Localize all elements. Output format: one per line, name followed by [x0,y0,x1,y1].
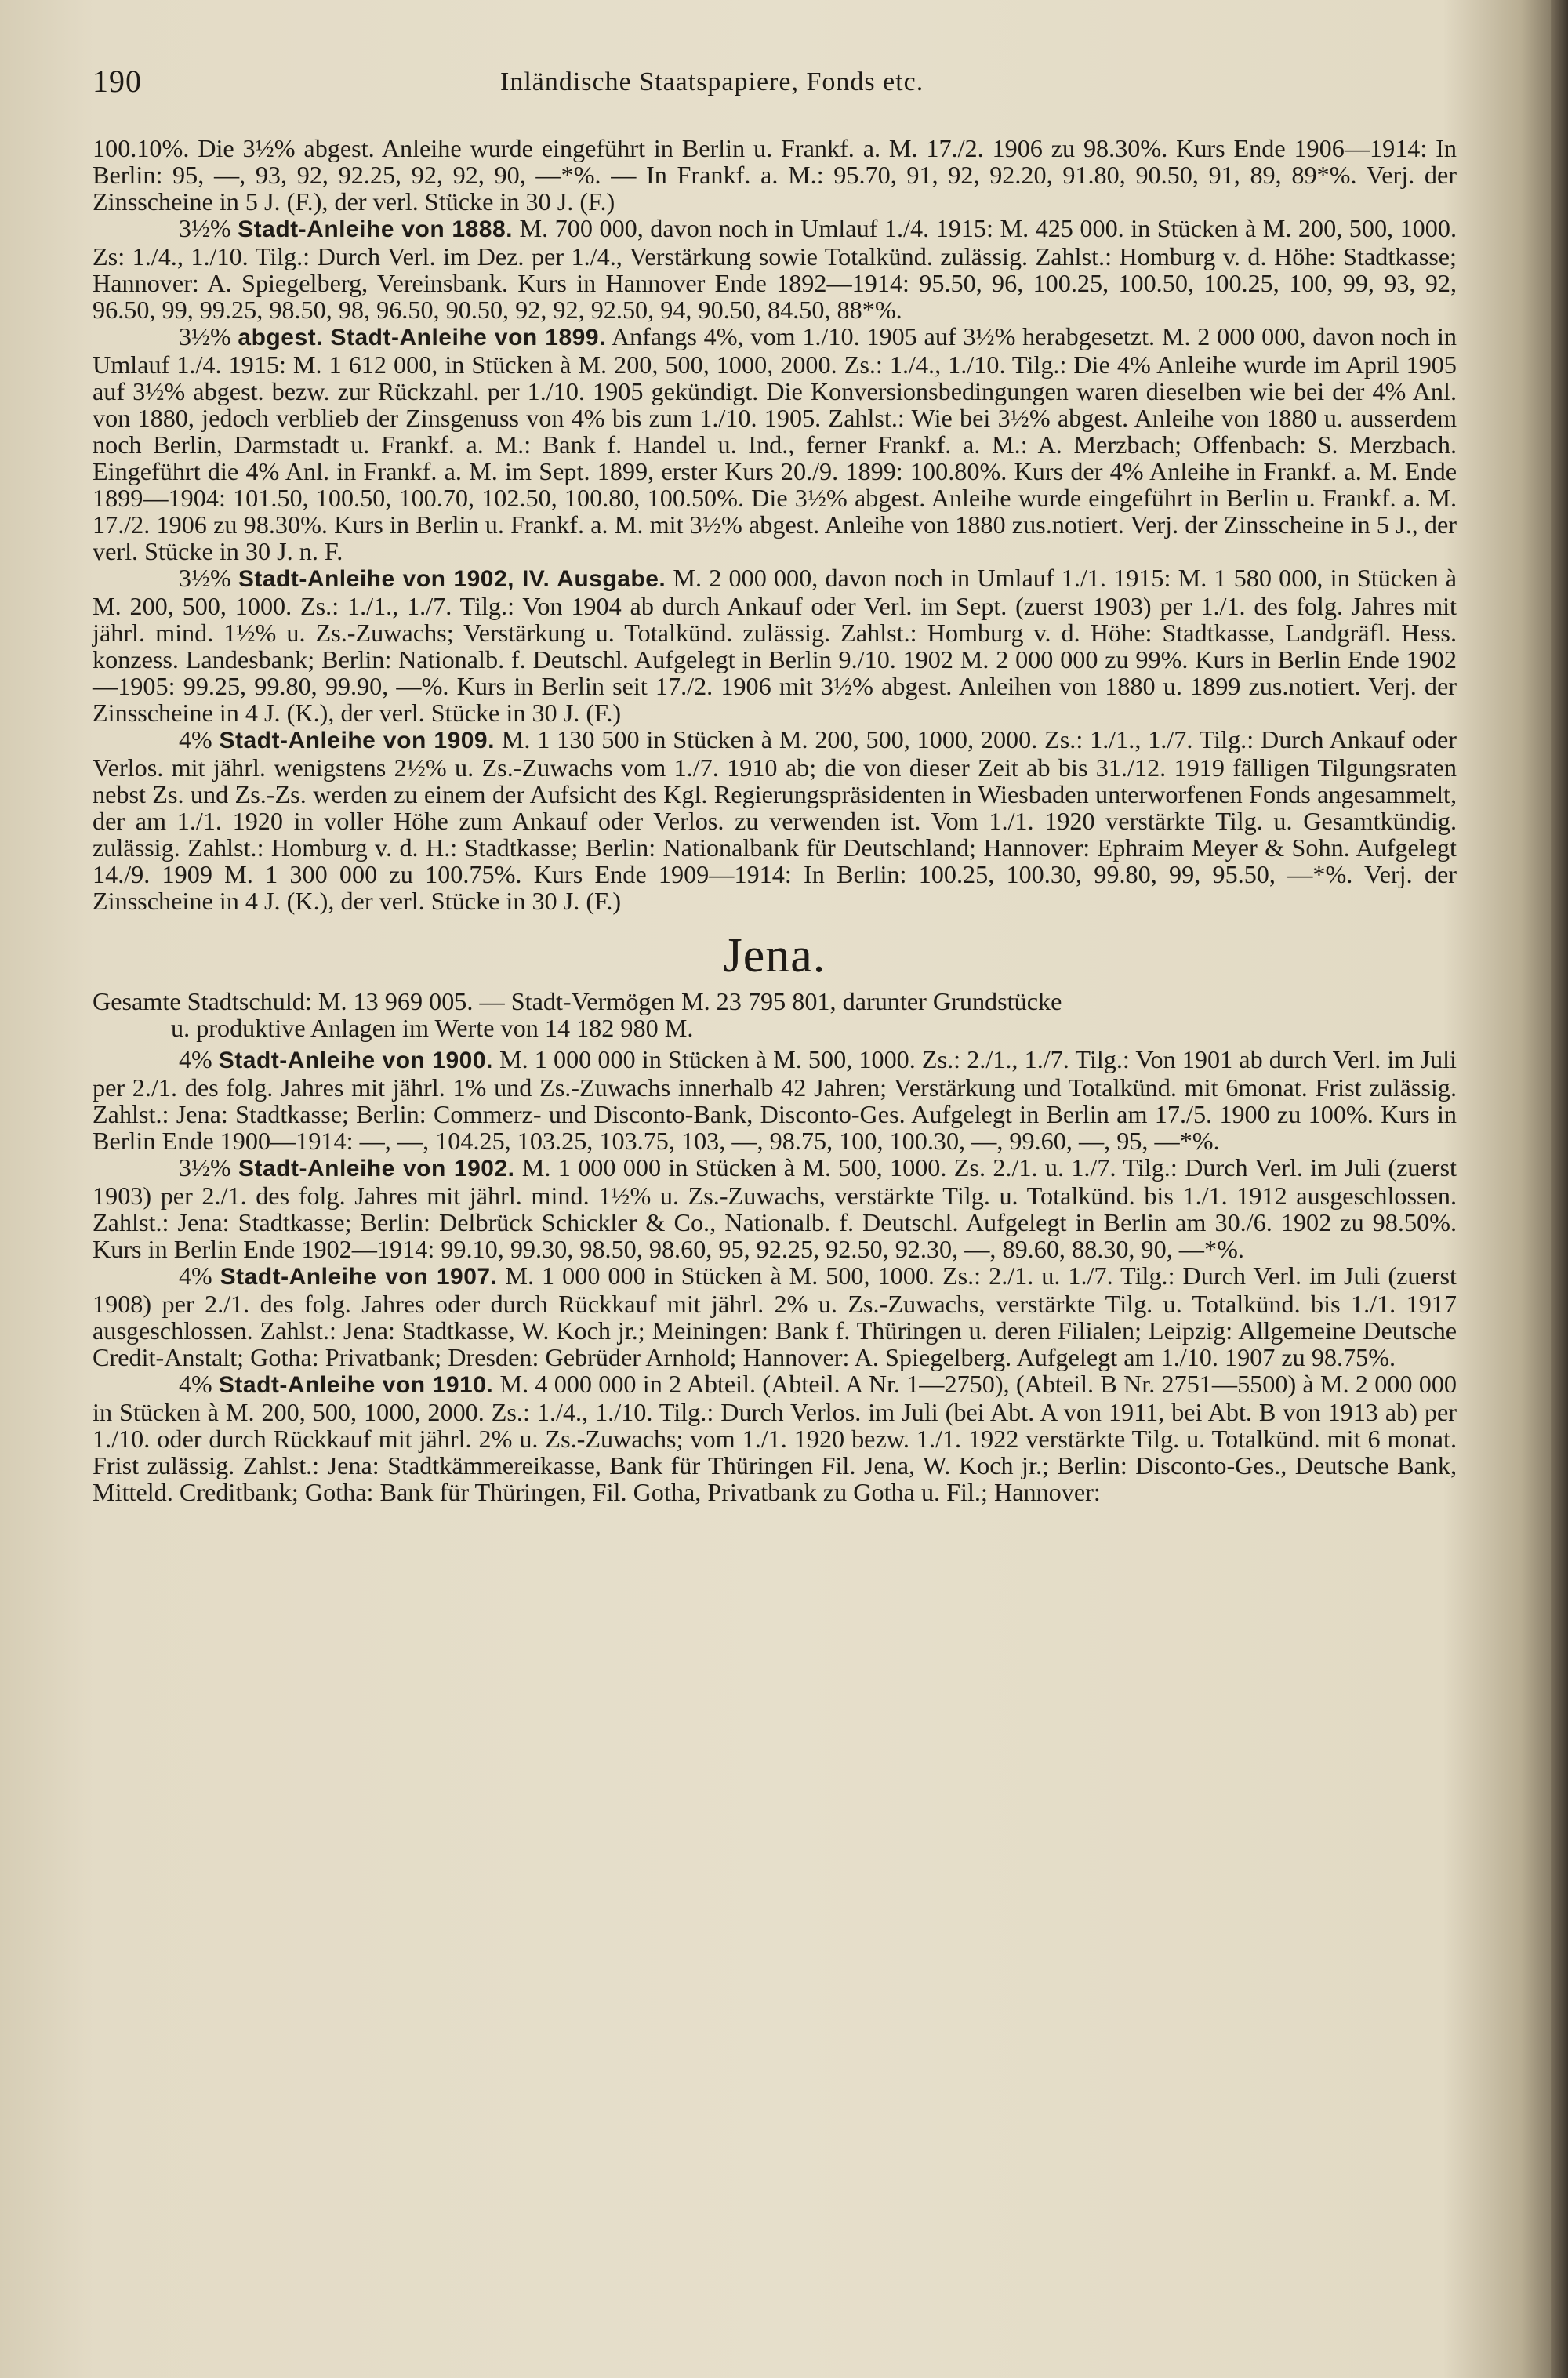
entry-text: M. 2 000 000, davon noch in Umlauf 1./1. 1915: M. 1 580 000, in Stücken à M. 200, 500, 1000. Zs.: 1./1., 1./7. Tilg.: Von 1904 ab durch Ankauf oder Verl. im Sept. (zuerst 1903) per 1./1. des folg. Jahres mit jährl. mind. 1½% u. Zs.-Zuwachs; Verstärkung u. Totalkünd. zulässig. Zahlst.: Homburg v. d. Höhe: Stadtkasse, Landgräfl. Hess. konzess. Landesbank; Berlin: Nationalb. f. Deutschl. Aufgelegt in Berlin 9./10. 1902 M. 2 000 000 zu 99%. Kurs in Berlin Ende 1902—1905: 99.25, 99.80, 99.90, —%. Kurs in Berlin seit 17./2. 1906 mit 3½% abgest. Anleihen von 1880 u. 1899 zus.notiert. Verj. der Zinsscheine in 4 J. (K.), der verl. Stücke in 30 J. (F.) [93,564,1457,727]
entry-heading: Stadt-Anleihe von 1907. [220,1264,498,1290]
section-summary-line-2: u. produktive Anlagen im Werte von 14 182 980 M. [171,1014,694,1042]
entry-text: M. 1 130 500 in Stücken à M. 200, 500, 1000, 2000. Zs.: 1./1., 1./7. Tilg.: Durch Ankauf oder Verlos. mit jährl. wenigstens 2½% u. Zs.-Zuwachs vom 1./7. 1910 ab; die von dieser Zeit ab bis 31./12. 1919 fälligen Tilgungsraten nebst Zs. und Zs.-Zs. werden zu einem der Aufsicht des Kgl. Regierungspräsidenten in Wiesbaden unterworfenen Fonds angesammelt, der am 1./1. 1920 in voller Höhe zum Ankauf oder Verlos. zu verwenden ist. Vom 1./1. 1920 verstärkte Tilg. u. Gesamtkündig. zulässig. Zahlst.: Homburg v. d. H.: Stadtkasse; Berlin: Nationalbank für Deutschland; Hannover: Ephraim Meyer & Sohn. Aufgelegt 14./9. 1909 M. 1 300 000 zu 100.75%. Kurs Ende 1909—1914: In Berlin: 100.25, 100.30, 99.80, 99, 95.50, —*%. Verj. der Zinsscheine in 4 J. (K.), der verl. Stücke in 30 J. (F.) [93,725,1457,915]
entry-rate: 4% [179,725,212,753]
entry-heading: Stadt-Anleihe von 1909. [219,728,495,753]
entry-paragraph [93,215,1457,323]
entry-rate: 4% [179,1045,212,1073]
entry-paragraph [93,1046,1457,1154]
entry-heading: Stadt-Anleihe von 1900. [218,1047,493,1073]
entry-text: M. 1 000 000 in Stücken à M. 500, 1000. Zs. 2./1. u. 1./7. Tilg.: Durch Verl. im Juli (zuerst 1903) per 2./1. des folg. Jahres mit jährl. mind. 1½% u. Zs.-Zuwachs, verstärkte Tilg. u. Totalkünd. bis 1./1. 1912 ausgeschlossen. Zahlst.: Jena: Stadtkasse; Berlin: Delbrück Schickler & Co., Nationalb. f. Deutschl. Aufgelegt in Berlin am 30./6. 1902 zu 98.50%. Kurs in Berlin Ende 1902—1914: 99.10, 99.30, 98.50, 98.60, 95, 92.25, 92.50, 92.30, —, 89.60, 88.30, 90, —*%. [93,1153,1457,1263]
entry-heading: Stadt-Anleihe von 1888. [238,216,514,242]
entry-text: Anfangs 4%, vom 1./10. 1905 auf 3½% herabgesetzt. M. 2 000 000, davon noch in Umlauf 1./4. 1915: M. 1 612 000, in Stücken à M. 200, 500, 1000, 2000. Zs.: 1./4., 1./10. Tilg.: Die 4% Anleihe wurde im April 1905 auf 3½% abgest. bezw. zur Rückzahl. per 1./10. 1905 gekündigt. Die Konversionsbedingungen waren dieselben wie bei der 4% Anl. von 1880, jedoch verblieb der Zinsgenuss von 4% bis zum 1./10. 1905. Zahlst.: Wie bei 3½% abgest. Anleihe von 1880 u. ausserdem noch Berlin, Darmstadt u. Frankf. a. M.: Bank f. Handel u. Ind., ferner Frankf. a. M.: A. Merzbach; Offenbach: S. Merzbach. Eingeführt die 4% Anl. in Frankf. a. M. im Sept. 1899, erster Kurs 20./9. 1899: 100.80%. Kurs der 4% Anleihe in Frankf. a. M. Ende 1899—1904: 101.50, 100.50, 100.70, 102.50, 100.80, 100.50%. Die 3½% abgest. Anleihe wurde eingeführt in Berlin u. Frankf. a. M. 17./2. 1906 zu 98.30%. Kurs in Berlin u. Frankf. a. M. mit 3½% abgest. Anleihe von 1880 zus.notiert. Verj. der Zinsscheine in 5 J., der verl. Stücke in 30 J. n. F. [93,322,1457,565]
entry-paragraph [93,1154,1457,1262]
entry-heading: Stadt-Anleihe von 1902. [238,1156,515,1182]
entry-paragraph [93,565,1457,726]
entry-text: M. 4 000 000 in 2 Abteil. (Abteil. A Nr. 1—2750), (Abteil. B Nr. 2751—5500) à M. 2 000 000 in Stücken à M. 200, 500, 1000, 2000. Zs.: 1./4., 1./10. Tilg.: Durch Verlos. im Juli (bei Abt. A von 1911, bei Abt. B von 1913 ab) per 1./10. oder durch Rückkauf mit jährl. 2% u. Zs.-Zuwachs; vom 1./1. 1920 bezw. 1./1. 1922 verstärkte Tilg. u. Totalkünd. mit 6 monat. Frist zulässig. Zahlst.: Jena: Stadtkämmereikasse, Bank für Thüringen Fil. Jena, W. Koch jr.; Berlin: Disconto-Ges., Deutsche Bank, Mitteld. Creditbank; Gotha: Bank für Thüringen, Fil. Gotha, Privatbank zu Gotha u. Fil.; Hannover: [93,1370,1457,1506]
book-spine-shadow [1551,0,1568,2378]
entry-text: M. 1 000 000 in Stücken à M. 500, 1000. Zs.: 2./1., 1./7. Tilg.: Von 1901 ab durch Verl. im Juli per 2./1. des folg. Jahres mit jährl. 1% und Zs.-Zuwachs innerhalb 42 Jahren; Verstärkung und Totalkünd. mit 6monat. Frist zulässig. Zahlst.: Jena: Stadtkasse; Berlin: Commerz- und Disconto-Bank, Disconto-Ges. Aufgelegt in Berlin am 17./5. 1900 zu 100%. Kurs in Berlin Ende 1900—1914: —, —, 104.25, 103.25, 103.75, 103, —, 98.75, 100, 100.30, —, 99.60, —, 95, —*%. [93,1045,1457,1155]
entry-rate: 3½% [179,1153,231,1182]
header-title: Inländische Staatspapiere, Fonds etc. [500,67,924,96]
entry-text: M. 700 000, davon noch in Umlauf 1./4. 1915: M. 425 000. in Stücken à M. 200, 500, 1000. Zs: 1./4., 1./10. Tilg.: Durch Verl. im Dez. per 1./4., Verstärkung sowie Totalkünd. zulässig. Zahlst.: Homburg v. d. Höhe: Stadtkasse; Hannover: A. Spiegelberg, Vereinsbank. Kurs in Hannover Ende 1892—1914: 95.50, 96, 100.25, 100.50, 100.25, 100, 99, 93, 92, 96.50, 99, 99.25, 98.50, 98, 96.50, 90.50, 92, 92, 92.50, 94, 90.50, 84.50, 88*%. [93,214,1457,324]
entry-paragraph [93,1262,1457,1371]
continuation-paragraph: 100.10%. Die 3½% abgest. Anleihe wurde eingeführt in Berlin u. Frankf. a. M. 17./2. 1906 zu 98.30%. Kurs Ende 1906—1914: In Berlin: 95, —, 93, 92, 92.25, 92, 92, 90, —*%. — In Frankf. a. M.: 95.70, 91, 92, 92.20, 91.80, 90.50, 91, 89, 89*%. Verj. der Zinsscheine in 5 J. (F.), der verl. Stücke in 30 J. (F.) [93,134,1457,216]
entry-rate: 4% [179,1370,212,1398]
running-head [93,63,1465,110]
entry-heading: abgest. Stadt-Anleihe von 1899. [238,325,606,350]
entry-paragraph [93,323,1457,565]
entry-rate: 3½% [179,322,231,350]
entry-rate: 3½% [179,214,231,242]
entry-paragraph [93,726,1457,914]
entry-rate: 4% [179,1262,212,1290]
page-number: 190 [93,64,142,99]
entry-heading: Stadt-Anleihe von 1910. [218,1372,494,1398]
entry-rate: 3½% [179,564,231,592]
entry-heading: Stadt-Anleihe von 1902, IV. Ausgabe. [238,566,666,592]
entry-text: M. 1 000 000 in Stücken à M. 500, 1000. Zs.: 2./1. u. 1./7. Tilg.: Durch Verl. im Juli (zuerst 1908) per 2./1. des folg. Jahres oder durch Rückkauf mit jährl. 2% u. Zs.-Zuwachs, verstärkte Tilg. u. Totalkünd. bis 1./1. 1917 ausgeschlossen. Zahlst.: Jena: Stadtkasse, W. Koch jr.; Meiningen: Bank f. Thüringen u. deren Filialen; Leipzig: Allgemeine Deutsche Credit-Anstalt; Gotha: Privatbank; Dresden: Gebrüder Arnhold; Hannover: A. Spiegelberg. Aufgelegt am 1./10. 1907 zu 98.75%. [93,1262,1457,1371]
section-title: Jena. [723,929,826,982]
page-body [93,135,1457,1505]
entry-paragraph [93,1371,1457,1505]
section-summary-line-1: Gesamte Stadtschuld: M. 13 969 005. — Stadt-Vermögen M. 23 795 801, darunter Grundstücke [93,987,1062,1015]
